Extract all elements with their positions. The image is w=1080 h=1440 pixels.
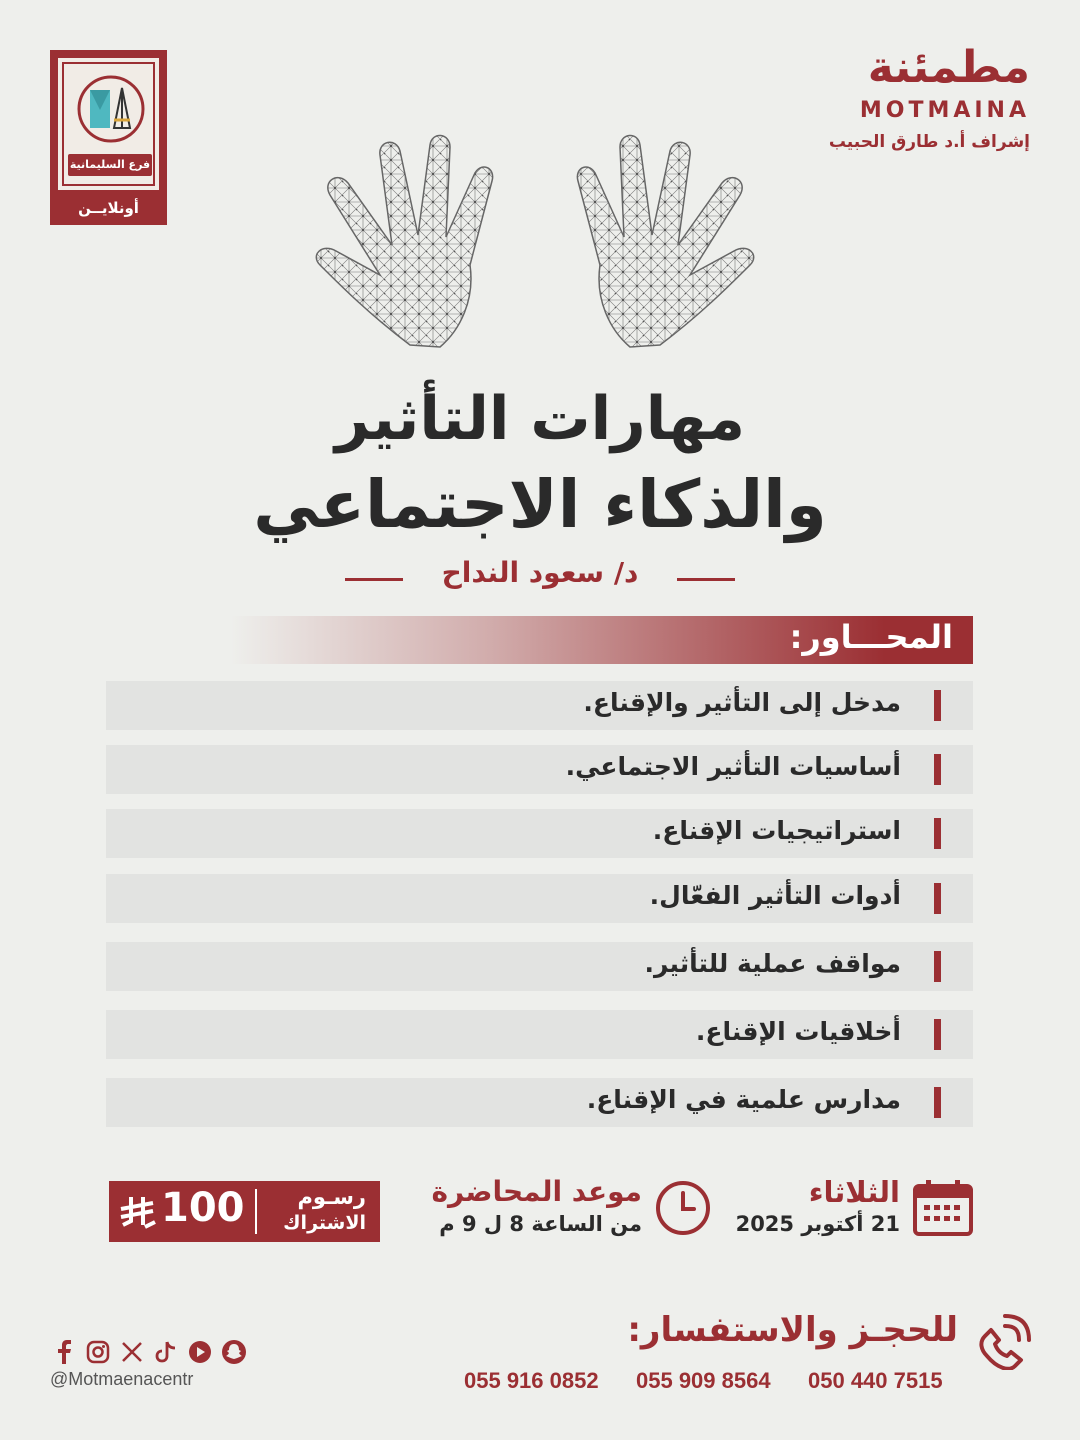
topic-row xyxy=(106,1078,973,1127)
fee-divider xyxy=(255,1189,257,1234)
topic-row xyxy=(106,681,973,730)
supervision-text: إشراف أ.د طارق الحبيب xyxy=(828,132,1030,152)
topic-marker xyxy=(934,1019,941,1050)
topic-marker xyxy=(934,818,941,849)
branch-name: فرع السليمانية xyxy=(68,154,152,176)
event-day: الثلاثاء xyxy=(808,1175,900,1209)
event-date: 21 أكتوبر 2025 xyxy=(735,1212,900,1236)
axes-header xyxy=(230,616,973,664)
clock-icon xyxy=(655,1180,711,1236)
lecture-time-value: من الساعة 8 ل 9 م xyxy=(439,1212,642,1236)
facebook-icon[interactable] xyxy=(50,1338,78,1366)
lecture-time-title: موعد المحاضرة xyxy=(431,1175,642,1208)
calendar-icon xyxy=(912,1178,974,1238)
topic-row xyxy=(106,1010,973,1059)
phone-number[interactable]: 055 909 8564 xyxy=(636,1368,771,1393)
online-label: أونلايــن xyxy=(78,199,139,217)
saudi-riyal-icon xyxy=(119,1195,157,1229)
topic-row xyxy=(106,874,973,923)
logo-arabic: مطمئنة xyxy=(867,42,1030,93)
social-icons xyxy=(50,1338,248,1366)
event-title-line1: مهارات التأثير xyxy=(334,384,746,454)
subscription-fee-badge xyxy=(109,1181,380,1242)
stamp-frame xyxy=(58,58,159,190)
topic-text: استراتيجيات الإقناع. xyxy=(652,816,901,845)
topic-marker xyxy=(934,883,941,914)
phone-number[interactable]: 050 440 7515 xyxy=(808,1368,943,1393)
branch-emblem-icon xyxy=(76,74,146,144)
presenter-name: د/ سعود النداح xyxy=(441,556,639,589)
topic-row xyxy=(106,809,973,858)
fee-label-line2: الاشتراك xyxy=(283,1212,366,1234)
social-handle[interactable]: @Motmaenacentr xyxy=(50,1369,194,1389)
topic-row xyxy=(106,942,973,991)
topic-marker xyxy=(934,951,941,982)
presenter-divider-right xyxy=(677,578,735,581)
logo-english: MOTMAINA xyxy=(859,98,1030,123)
topic-text: أخلاقيات الإقناع. xyxy=(695,1017,901,1046)
topic-row xyxy=(106,745,973,794)
x-icon[interactable] xyxy=(118,1338,146,1366)
topic-marker xyxy=(934,690,941,721)
topic-text: مدارس علمية في الإقناع. xyxy=(586,1085,901,1114)
phone-number[interactable]: 055 916 0852 xyxy=(464,1368,599,1393)
instagram-icon[interactable] xyxy=(84,1338,112,1366)
axes-title: المحـــاور: xyxy=(789,618,953,656)
event-title-line2: والذكاء الاجتماعي xyxy=(253,466,827,543)
phone-icon xyxy=(975,1312,1033,1370)
topic-marker xyxy=(934,754,941,785)
topic-marker xyxy=(934,1087,941,1118)
topic-text: مواقف عملية للتأثير. xyxy=(644,949,901,978)
youtube-icon[interactable] xyxy=(186,1338,214,1366)
branch-stamp xyxy=(50,50,167,225)
network-hands-illustration xyxy=(300,125,770,355)
contact-title: للحجـز والاستفسار: xyxy=(627,1310,958,1350)
topic-text: أدوات التأثير الفعّال. xyxy=(649,881,901,910)
tiktok-icon[interactable] xyxy=(152,1338,180,1366)
snapchat-icon[interactable] xyxy=(220,1338,248,1366)
fee-label-line1: رسـوم xyxy=(297,1185,366,1209)
fee-amount: 100 xyxy=(161,1185,245,1231)
topic-text: مدخل إلى التأثير والإقناع. xyxy=(583,688,901,717)
topic-text: أساسيات التأثير الاجتماعي. xyxy=(565,752,901,781)
